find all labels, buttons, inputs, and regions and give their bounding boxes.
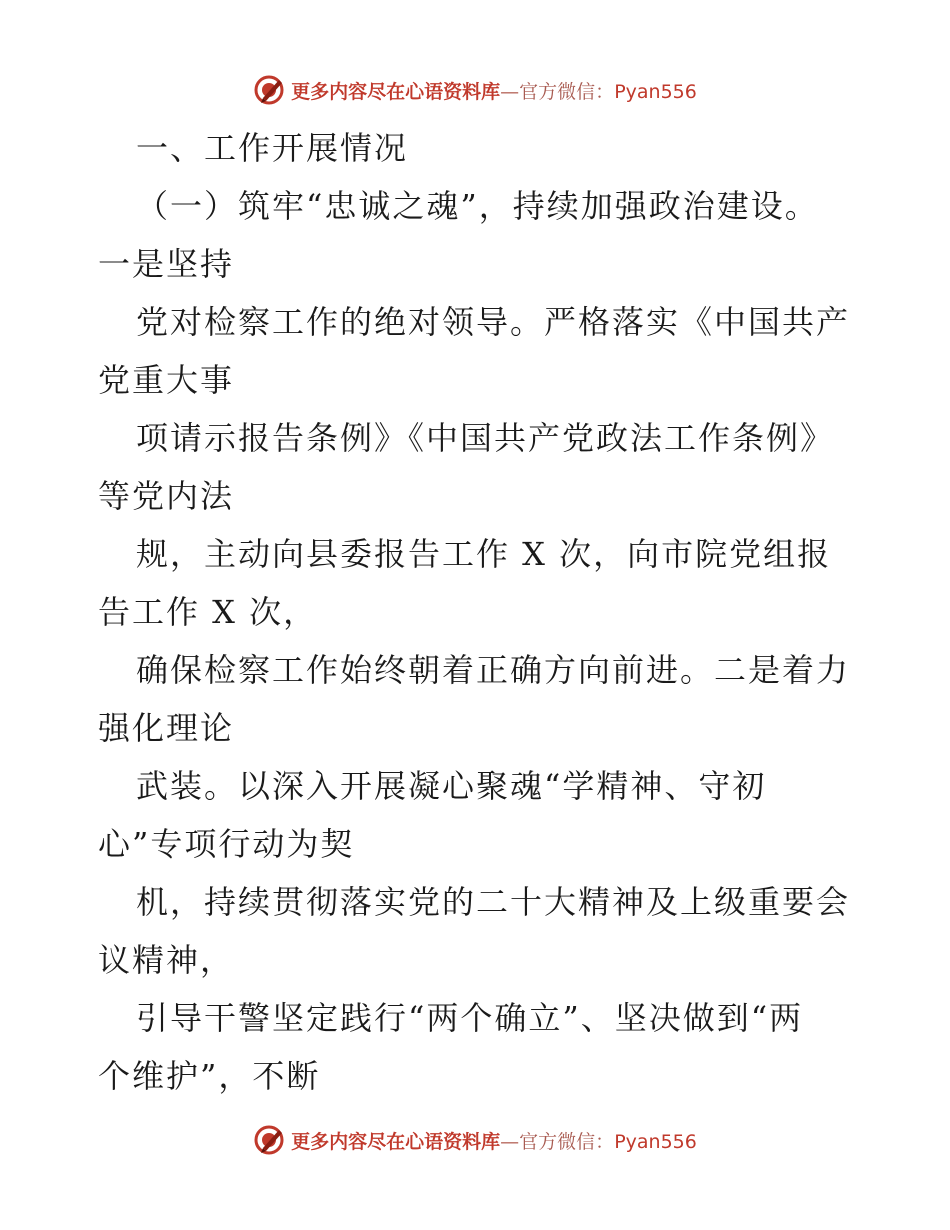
paragraph-line: 等党内法 xyxy=(98,477,235,515)
watermark-wechat-id: Pyan556 xyxy=(614,80,697,103)
paragraph-line: 武装。以深入开展凝心聚魂“学精神、守初 xyxy=(136,767,767,805)
paragraph-line: 党对检察工作的绝对领导。严格落实《中国共产 xyxy=(136,303,851,341)
watermark-wechat-label: 官方微信： xyxy=(519,1130,615,1153)
watermark-header xyxy=(0,70,950,110)
section-heading: 一、工作开展情况 xyxy=(136,129,409,167)
watermark-dash: — xyxy=(500,80,520,103)
paragraph-line: 机，持续贯彻落实党的二十大精神及上级重要会 xyxy=(136,883,851,921)
pen-logo-icon xyxy=(253,74,285,106)
watermark-title: 更多内容尽在心语资料库 xyxy=(291,80,501,103)
watermark-footer xyxy=(0,1120,950,1160)
paragraph-line: 确保检察工作始终朝着正确方向前进。二是着力 xyxy=(136,651,851,689)
paragraph-line: （一）筑牢“忠诚之魂”，持续加强政治建设。 xyxy=(136,187,819,225)
paragraph-line: 项请示报告条例》《中国共产党政法工作条例》 xyxy=(136,419,835,457)
paragraph-line: 个维护”，不断 xyxy=(98,1057,321,1095)
watermark-title: 更多内容尽在心语资料库 xyxy=(291,1130,501,1153)
paragraph-line: 心”专项行动为契 xyxy=(98,825,355,863)
paragraph-line: 引导干警坚定践行“两个确立”、坚决做到“两 xyxy=(136,999,804,1037)
watermark-wechat-label: 官方微信： xyxy=(519,80,615,103)
paragraph-line: 一是坚持 xyxy=(98,245,235,283)
paragraph-line: 规，主动向县委报告工作 X 次，向市院党组报 xyxy=(136,535,832,573)
pen-logo-icon xyxy=(253,1124,285,1156)
paragraph-line: 告工作 X 次， xyxy=(98,593,318,631)
watermark-dash: — xyxy=(500,1130,520,1153)
paragraph-line: 强化理论 xyxy=(98,709,235,747)
watermark-wechat-id: Pyan556 xyxy=(614,1130,697,1153)
paragraph-line: 党重大事 xyxy=(98,361,235,399)
paragraph-line: 议精神， xyxy=(98,941,235,979)
